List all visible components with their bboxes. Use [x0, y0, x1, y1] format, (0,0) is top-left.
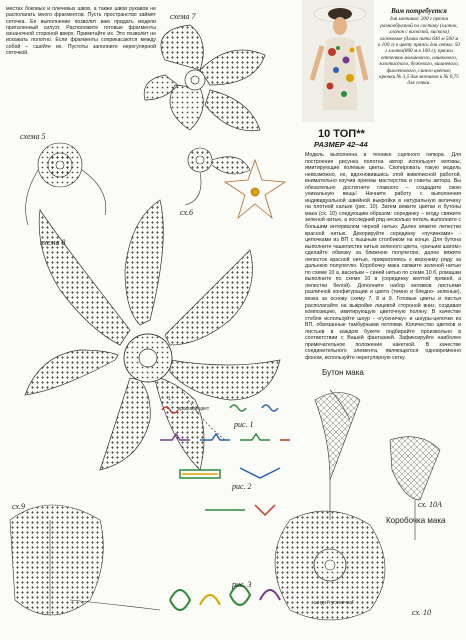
schema-7-leaf: [144, 25, 265, 131]
label-step-1: 1: [168, 396, 171, 402]
materials-heading: Вам потребуется: [391, 7, 447, 15]
model-title: 10 ТОП**: [318, 128, 365, 140]
label-red-color: красный цвет: [178, 406, 210, 412]
label-fig-1: рис. 1: [234, 420, 254, 429]
instructions-text: Модель выполнена в технике сцепного гипюра. Для построения рисунка полотна автор использует мотивы, имитирующие полевые цветы. Скопировать такую модель невозможно, но, вдохновившись этой живописной работой, внимательно изучив приемы мастерства и советы автора. Вы обязательно достигнете главного – создадите свою уникальную вещь! Начните работу с выполнения индивидуальной швейной выкройки в натуральную величину на плотной кальке (рис. 10). Затем вяжите цветки и бутоны мака (сх. 10) следующим образом: серединку – вгоду свяжите зеленой нитью, а последний ряд несколько петель выполните с большим интервалом черной нитью. Далее вяжите лепестки красной нитью. Декорируйте серединку «пучинками» - цепочками из ВП с пышным столбиком на конце. Для бутона выполните чашелистик нитью зеленого цвета, «рачьим шагом» сделайте обвязку за ближною полупетлю, далее вяжите лепесток красной нитью, прикрепляясь к верхнему ряду за дальнюю полупетлю. Коробочку мака свяжите зеленой нитью по схеме 10 а, васильки – синей нитью по схеме 10 б, ромашки выполните по схеме 10 в (серединку желтой пряжей, а лепестки белой). Дополните набор мотивов листьями различной конфигурации и цвета (темно и бледно- зеленые), вязка за основу схему 7, 8 и 9. Готовые цветы и листья располагайте на выкройке лицевой стороной вниз, создавая композицию, имитирующую цветочную поляну. В качестве стебля используйте шнур - «гусеничку» и шнуры-цепочки из ВП, обвязанные тамбурными петлями. Количество цветков и листьев в каждом букете подбирайте произвольно в соответствии с Вашей фантазией. Зафиксируйте наиболее примечательное положение накеткой. В качестве соединительного элемента, являющегося одновременно фоном, используйте нерегулярную сетку.: [305, 152, 461, 361]
label-fig-3: рис. 3: [232, 580, 252, 589]
label-schema-7: схема 7: [170, 12, 196, 21]
label-fig-2: рис. 2: [232, 482, 252, 491]
label-schema-8: схема 8: [40, 238, 66, 247]
materials-text: для мотивов: 200 г пряжи разнообразной по составу (хлопок, хлопок с вискозой, вискоза) хлопковые (длина нити 640 м 500 м в 100 г) в цвету пряжи для сетки: 50 г хлопка(800 м в 100 г); пряжи оттенков малинового, оливкового, золотистого, бежевого, вишневого, фиолетового, синего цветов; крючки № 3,5 для мотивов и № 0,75 для сетки.: [378, 16, 460, 87]
label-pod: Коробочка мака: [386, 516, 446, 525]
label-cord: шнур "гусеничка": [314, 600, 354, 606]
label-sx-9: сх.9: [12, 502, 25, 511]
schema-9-leaf: [10, 505, 160, 615]
intro-paragraph: местах боковых и плечевых швов, а также швов рукавов не располагать много фрагментов. Пусть пространство займет сеточка. Ее выполнение позволит вам придать модели приталенный силуэт. Расположите готовые фрагменты изнаночной стороной вверх. Приметайте их. Это позволит не искажать полотно. Если фрагменты соприкасаются между собой – сшейте их. Пустоты заполните нерегулярной сеточкой.: [6, 6, 156, 57]
label-sx-6: сх.6: [180, 208, 193, 217]
model-size: РАЗМЕР 42–44: [314, 140, 368, 149]
small-flower-chart: [185, 148, 250, 205]
fig-2-samples: [180, 468, 280, 515]
label-bud: Бутон мака: [322, 368, 364, 377]
schema-5-motif: [26, 143, 106, 225]
fig-3-samples: [170, 585, 280, 610]
label-schema-5: схема 5: [20, 132, 46, 141]
poppy-bud-chart: [315, 390, 360, 520]
label-sx-10a: сх. 10А: [418, 500, 442, 509]
label-sx-10: сх. 10: [412, 608, 431, 617]
